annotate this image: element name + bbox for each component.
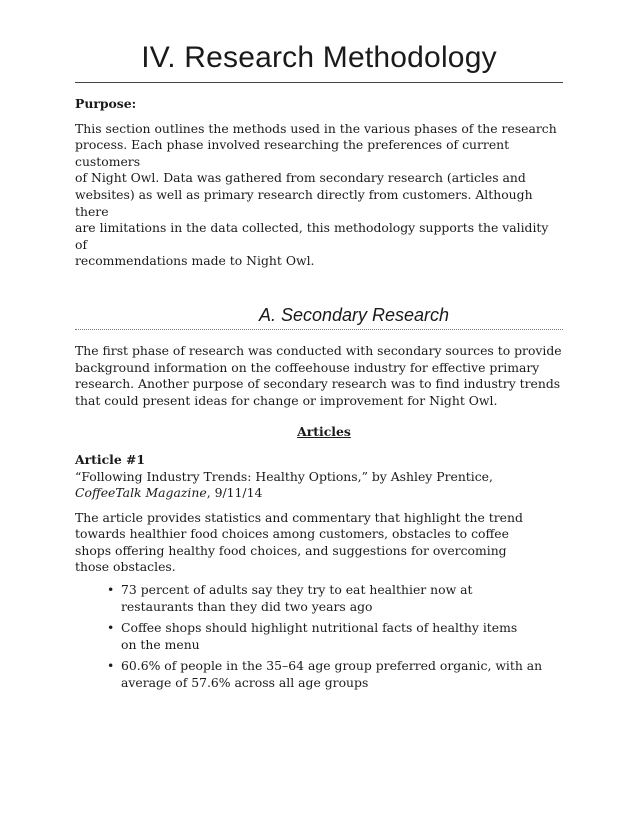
bullet-line: Coffee shops should highlight nutritional facts of healthy items [121,620,518,636]
purpose-paragraph [75,121,563,270]
document-page [75,0,563,697]
purpose-line: recommendations made to Night Owl. [75,253,315,269]
section-heading: A. Secondary Research [258,304,450,325]
list-item [107,620,563,653]
intro-line: background information on the coffeehouse industry for effective primary [75,359,540,375]
purpose-label: Purpose: [75,96,137,111]
page-title: IV. Research Methodology [141,41,497,74]
intro-line: research. Another purpose of secondary research was to find industry trends [75,376,561,392]
purpose-line: websites) as well as primary research directly from customers. Although there [75,186,533,219]
intro-line: The first phase of research was conducted with secondary sources to provide [75,342,562,358]
bullet-line: on the menu [121,636,200,652]
article-key-points [75,582,563,692]
publication-date: , 9/11/14 [206,485,263,501]
article-number: Article #1 [75,451,146,467]
summary-line: those obstacles. [75,559,176,575]
section-divider [75,329,563,330]
article-citation [75,469,563,502]
title-divider [75,82,563,83]
purpose-line: of Night Owl. Data was gathered from secondary research (articles and [75,170,526,186]
bullet-line: average of 57.6% across all age groups [121,675,369,691]
publication-name: CoffeeTalk Magazine [75,485,207,501]
summary-line: The article provides statistics and commentary that highlight the trend [75,509,523,525]
bullet-icon: • [107,658,115,674]
bullet-line: 60.6% of people in the 35–64 age group preferred organic, with an [121,658,543,674]
purpose-line: process. Each phase involved researching the preferences of current customers [75,137,510,169]
list-item [107,582,563,615]
purpose-line: This section outlines the methods used in the various phases of the research [75,120,557,136]
citation-source [75,485,563,502]
bullet-icon: • [107,582,115,598]
summary-line: shops offering healthy food choices, and suggestions for overcoming [75,542,507,558]
bullet-icon: • [107,620,115,636]
article-summary [75,510,563,576]
secondary-research-intro [75,343,563,409]
summary-line: towards healthier food choices among customers, obstacles to coffee [75,526,509,542]
intro-line: that could present ideas for change or improvement for Night Owl. [75,392,498,408]
purpose-line: are limitations in the data collected, this methodology supports the validity of [75,220,549,252]
list-item [107,658,563,691]
citation-line: “Following Industry Trends: Healthy Options,” by Ashley Prentice, [75,468,493,484]
bullet-line: 73 percent of adults say they try to eat healthier now at [121,582,473,598]
bullet-line: restaurants than they did two years ago [121,598,373,614]
articles-subheading: Articles [297,424,351,440]
